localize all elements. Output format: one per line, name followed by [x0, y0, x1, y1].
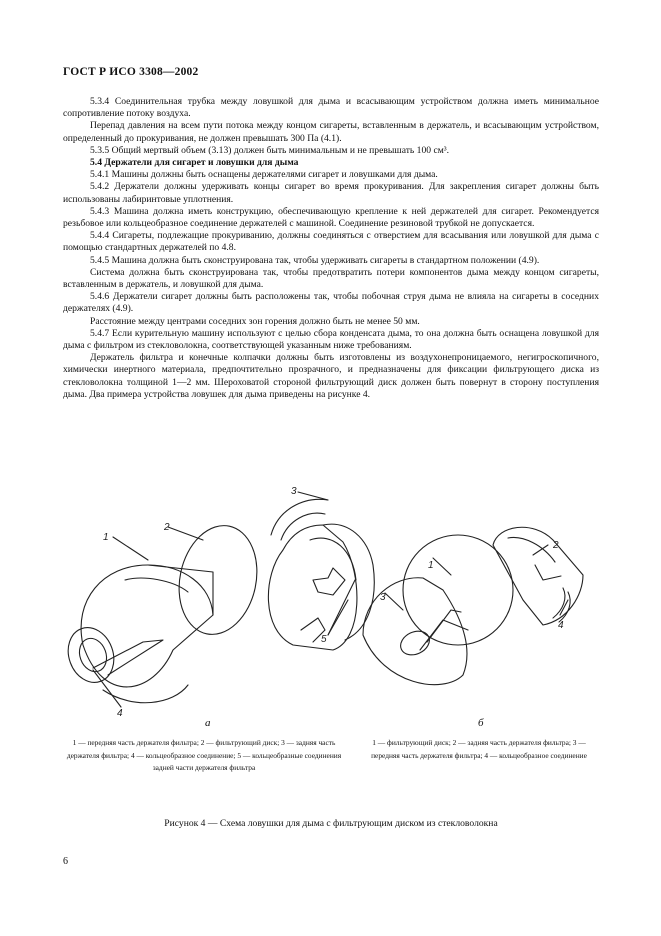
paragraph: Система должна быть сконструирована так, чтобы предотвратить потери компонентов дыма между концом сигареты, вставленным в держатель, и ловушкой для дыма. — [63, 266, 599, 291]
paragraph: Держатель фильтра и конечные колпачки должны быть изготовлены из воздухонепроницаемого, негигроскопичного, химически инертного материала, предпочтительно прозрачного, и предназначены для фиксации фильтрующего диска из стекловолокна толщиной 1—2 мм. Шероховатой стороной фильтрующий диск должен быть повернут в сторону поступления дыма. Два примера устройства ловушек для дыма приведены на рисунке 4. — [63, 352, 599, 400]
document-header: ГОСТ Р ИСО 3308—2002 — [63, 66, 199, 78]
callout-b-2: 2 — [553, 540, 559, 551]
callout-a-5: 5 — [321, 634, 327, 645]
figure-caption: Рисунок 4 — Схема ловушки для дыма с фильтрующим диском из стекловолокна — [164, 818, 498, 829]
front-holder-drawing — [63, 565, 213, 703]
callout-b-3: 3 — [380, 592, 386, 603]
callout-a-3: 3 — [291, 486, 297, 497]
figure-part-b-legend: 1 — фильтрующий диск; 2 — задняя часть держателя фильтра; 3 — передняя часть держателя фильтра; 4 — кольцеобразное соединение — [371, 738, 587, 760]
rear-part-drawing — [493, 527, 583, 625]
callout-b-4: 4 — [558, 620, 564, 631]
paragraph: 5.4.7 Если курительную машину используют с целью сбора конденсата дыма, то она должна быть оснащена ловушкой для дыма с фильтром из стекловолокна, соответствующей указанным ниже требованиям. — [63, 327, 599, 352]
paragraph: 5.4.5 Машина должна быть сконструирована так, чтобы удерживать сигареты в стандартном положении (4.9). — [90, 254, 540, 266]
paragraph: 5.4.6 Держатели сигарет должны быть расположены так, чтобы побочная струя дыма не влияла на сигареты в соседних держателях (4.9). — [63, 291, 599, 315]
figure-4 — [63, 480, 603, 773]
callout-a-1: 1 — [103, 532, 109, 543]
rear-holder-drawing — [268, 499, 374, 650]
paragraph: 5.4.1 Машины должны быть оснащены держателями сигарет и ловушками для дыма. — [90, 169, 438, 181]
paragraph: 5.4.4 Сигареты, подлежащие прокуриванию, должны соединяться с отверстием для всасывания или ловушкой для дыма с помощью стандартных держателей по 4.8. — [63, 230, 599, 254]
figure-part-b-label: б — [478, 717, 484, 729]
callout-b-1: 1 — [428, 560, 434, 571]
section-heading: 5.4 Держатели для сигарет и ловушки для дыма — [90, 157, 299, 169]
body-text — [63, 96, 599, 401]
page-number: 6 — [63, 856, 68, 867]
callout-a-2: 2 — [164, 522, 170, 533]
callout-a-4: 4 — [117, 708, 123, 719]
figure-part-a-legend: 1 — передняя часть держателя фильтра; 2 — фильтрующий диск; 3 — задняя часть держателя фильтра; 4 — кольцеобразное соединение; 5 — кольцеобразные соединения задней части держателя фильтра — [66, 738, 342, 773]
paragraph: 5.3.5 Общий мертвый объем (3.13) должен быть минимальным и не превышать 100 см³. — [90, 144, 450, 156]
paragraph: Перепад давления на всем пути потока между концом сигареты, вставленным в держатель, и всасывающим устройством, определенный до прокуривания, не должен превышать 300 Па (4.1). — [63, 120, 599, 144]
paragraph: Расстояние между центрами соседних зон горения должно быть не менее 50 мм. — [90, 315, 420, 327]
filter-disc-drawing — [169, 518, 266, 641]
paragraph: 5.3.4 Соединительная трубка между ловушкой для дыма и всасывающим устройством должна иметь минимальное сопротивление потоку воздуха. — [63, 96, 599, 120]
paragraph: 5.4.3 Машина должна иметь конструкцию, обеспечивающую крепление к ней держателей для сигарет. Рекомендуется резьбовое или кольцеобразное соединение держателей с машиной. Соединение резиновой трубкой не допускается. — [63, 205, 599, 230]
figure-drawing — [63, 480, 603, 730]
figure-part-a-label: а — [205, 717, 211, 729]
paragraph: 5.4.2 Держатели должны удерживать концы сигарет во время прокуривания. Для закрепления сигарет должны быть использованы лабиринтовые уплотнения. — [63, 181, 599, 205]
